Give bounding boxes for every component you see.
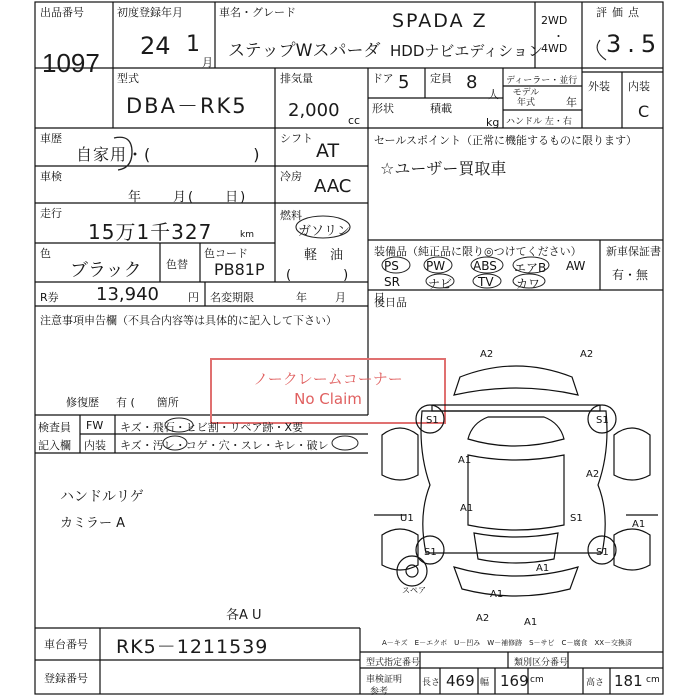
- equip-aw: AW: [566, 259, 586, 273]
- score-label: 評価点: [596, 6, 644, 19]
- width-label: 幅: [480, 678, 490, 688]
- ac-value: AAC: [314, 176, 352, 197]
- rename-label: 名変期限: [210, 291, 254, 304]
- first-reg-year: 24: [140, 32, 171, 60]
- selling-value: ☆ユーザー買取車: [380, 159, 507, 178]
- drive-dot: ・: [553, 30, 564, 43]
- km-unit: km: [240, 230, 254, 240]
- chassis-label: 車台番号: [44, 638, 88, 651]
- interior-label: 内装: [628, 80, 650, 93]
- capacity-label: 定員: [430, 72, 452, 85]
- notice-label: 注意事項申告欄（不具合内容等は具体的に記入して下さい）: [40, 314, 337, 327]
- handle-label: ハンドル 左・右: [506, 117, 572, 127]
- capacity-unit: 人: [488, 88, 499, 101]
- interior-grade: C: [638, 102, 650, 121]
- mark-u1: U1: [400, 513, 414, 524]
- mark-a1-2: A1: [460, 503, 474, 514]
- exterior-label: 外装: [588, 80, 610, 93]
- color-value: ブラック: [70, 260, 142, 281]
- type-label: 型式: [117, 72, 139, 85]
- mark-s1-4: S1: [424, 547, 437, 558]
- rename-value: 年 月 日: [296, 291, 387, 304]
- mileage-value: 15万1千327: [88, 220, 213, 244]
- mark-a2-1: A2: [480, 349, 494, 360]
- mark-a1-5: A1: [490, 589, 504, 600]
- inspector-note2: カミラー A: [60, 516, 126, 531]
- length-value: 469: [446, 672, 475, 690]
- recycle-value: 13,940: [96, 284, 159, 305]
- equip-abs: ABS: [473, 259, 497, 273]
- repair-label: 修復歴: [66, 396, 99, 409]
- equip-sr: SR: [384, 275, 400, 289]
- ac-label: 冷房: [280, 170, 302, 183]
- color-change-label: 色替: [166, 258, 188, 271]
- mark-s1-5: S1: [596, 547, 609, 558]
- model-year-label: モデル 年式: [512, 88, 540, 108]
- capacity-value: 8: [466, 72, 478, 93]
- load-label: 積載: [430, 102, 452, 115]
- stamp-line1: ノークレームコーナー: [253, 370, 403, 388]
- lot-number: 1097: [42, 48, 100, 78]
- fuel-label: 燃料: [280, 209, 302, 222]
- mark-a1-3: A1: [632, 519, 646, 530]
- displacement-value: 2,000: [288, 100, 340, 121]
- mark-a2-4: A2: [476, 613, 490, 624]
- class-label: 類別区分番号: [514, 658, 569, 668]
- diagram-legend: A－キズ E－エクボ U－凹み W－補修跡 S－サビ C－腐食 XX－交換済: [382, 639, 633, 647]
- month-unit: 月: [202, 56, 213, 69]
- recycle-label: R券: [40, 291, 59, 304]
- equip-ps: PS: [384, 259, 399, 273]
- equip-tv: TV: [478, 275, 494, 289]
- mark-a1-4: A1: [536, 563, 550, 574]
- mark-a2-2: A2: [580, 349, 594, 360]
- inspector-note3: 各A U: [226, 608, 262, 623]
- drive-2wd: 2WD: [541, 14, 568, 27]
- inspector-label2: 記入欄: [38, 439, 71, 452]
- fw-items: キズ・飛石・ヒビ割・リペア跡・X要: [120, 421, 304, 434]
- type-cert-label: 型式指定番号: [366, 658, 421, 668]
- car-damage-diagram: [370, 345, 662, 645]
- model-name: ステップWスパーダ: [228, 41, 381, 61]
- reg-label: 登録番号: [44, 672, 88, 685]
- fuel-gasoline: ガソリン: [298, 224, 351, 239]
- history-value: 自家用・( ): [76, 145, 261, 164]
- interior-check-items: キズ・汚レ・コゲ・穴・スレ・キレ・破レ: [120, 439, 329, 452]
- shift-value: AT: [316, 140, 340, 162]
- cc-unit: cc: [348, 114, 361, 127]
- model-label: 車名・グレード: [219, 6, 296, 19]
- inspector-circles: [115, 415, 368, 453]
- interior-check-label: 内装: [84, 439, 106, 452]
- model-grade-line1: SPADA Z: [392, 10, 488, 32]
- year-unit: 年: [566, 96, 577, 109]
- ref-reg-label: 車検証明: [366, 675, 403, 685]
- ref-label: 参考: [370, 687, 389, 697]
- type-value: DBA－RK5: [126, 94, 248, 118]
- width-value: 169: [500, 672, 529, 690]
- inspection-label: 車検: [40, 170, 62, 183]
- stamp-line2: No Claim: [294, 390, 362, 408]
- warranty-value: 有・無: [612, 268, 649, 282]
- displacement-label: 排気量: [280, 72, 313, 85]
- first-reg-label: 初度登録年月: [117, 6, 183, 19]
- first-reg-month: 1: [186, 32, 200, 57]
- back-seat-label: 後日品: [374, 296, 407, 309]
- score-value: 3.5: [606, 30, 663, 58]
- equipment-circles: [376, 254, 556, 290]
- selling-label: セールスポイント（正常に機能するものに限ります）: [374, 134, 638, 147]
- mileage-label: 走行: [40, 207, 62, 220]
- doors-label: ドア: [372, 72, 394, 85]
- mark-s1-2: S1: [596, 415, 609, 426]
- color-label: 色: [40, 247, 51, 260]
- inspection-value: 年 月( 日): [128, 190, 248, 205]
- warranty-label: 新車保証書: [606, 245, 661, 258]
- height-value: 181: [614, 672, 643, 690]
- length-label: 長さ: [422, 678, 441, 688]
- spare-label: スペア: [402, 586, 426, 595]
- height-cm: cm: [646, 675, 660, 685]
- shift-label: シフト: [280, 132, 313, 145]
- dealer-label: ディーラー・並行: [506, 76, 578, 86]
- mark-s1-3: S1: [570, 513, 583, 524]
- history-label: 車歴: [40, 132, 62, 145]
- mark-a2-3: A2: [586, 469, 600, 480]
- yen-unit: 円: [188, 291, 199, 304]
- equip-pw: PW: [426, 259, 446, 273]
- color-code-value: PB81P: [214, 260, 265, 279]
- inspector-label1: 検査員: [38, 421, 71, 434]
- equip-leather: カワ: [516, 277, 541, 291]
- height-label: 高さ: [586, 678, 605, 688]
- fuel-diesel: 軽 油: [304, 248, 344, 263]
- history-circle: [110, 132, 136, 176]
- length-cm: cm: [530, 675, 544, 685]
- doors-value: 5: [398, 72, 410, 93]
- model-grade-line2: HDDナビエディション: [390, 42, 543, 60]
- color-code-label: 色コード: [204, 247, 248, 260]
- chassis-value: RK5－1211539: [116, 636, 269, 658]
- repair-value: 有 ( 箇所: [116, 396, 179, 409]
- mark-s1-1: S1: [426, 415, 439, 426]
- mark-a1-1: A1: [458, 455, 472, 466]
- fuel-circle: [294, 214, 354, 240]
- fuel-paren: ( ): [286, 268, 349, 283]
- fw-label: FW: [86, 419, 104, 432]
- equip-airbag: エアB: [514, 261, 547, 275]
- mark-a1-6: A1: [524, 617, 538, 628]
- lot-label: 出品番号: [40, 6, 84, 19]
- equip-navi: ナビ: [428, 277, 453, 291]
- inspector-note1: ハンドルリゲ: [60, 489, 144, 505]
- kg-unit: kg: [486, 116, 500, 129]
- equipment-label: 装備品（純正品に限り◎つけてください）: [374, 245, 582, 258]
- shape-label: 形状: [372, 102, 394, 115]
- drive-4wd: 4WD: [541, 42, 568, 55]
